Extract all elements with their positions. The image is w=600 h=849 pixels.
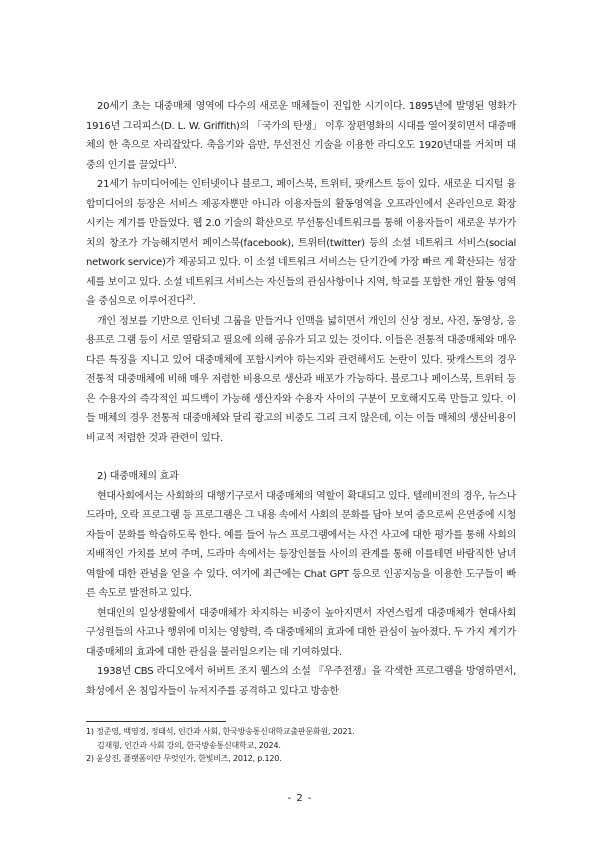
body-text: [86, 97, 516, 701]
paragraph-war-of-worlds: 1938년 CBS 라디오에서 허버트 조지 웰스의 소설 『우주전쟁』을 각색한 프로그램을 방영하면서, 화성에서 온 침입자들이 뉴저지주를 공격하고 있다고 방송한: [86, 666, 516, 697]
paragraph-personal-info: 개인 정보를 기반으로 인터넷 그룹을 만들거나 인맥을 넓히면서 개인의 신상 정보, 사진, 동영상, 응용프로 그램 등이 서로 열람되고 필요에 의해 공유가 되고 있는 것이다. 이들은 전통적 대중매체와 매우 다른 특징을 지니고 있어 대중매체에 포함시켜야 하는지와 관련해서도 논란이 있다. 팟캐스트의 경우 전통적 대중매체에 비해 매우 저렴한 비용으로 생산과 배포가 가능하다. 블로그나 페이스북, 트위터 등은 수용자의 즉각적인 피드백이 가능해 생산자와 수용자 사이의 구분이 모호해지도록 만들고 있다. 이들 매체의 경우 전통적 대중매체와 달리 광고의 비중도 그리 크지 않은데, 이는 이들 매체의 생산비용이 비교적 저렴한 것과 관련이 있다.: [86, 315, 516, 444]
section-heading: 2) 대중매체의 효과: [97, 471, 179, 482]
footnote-1-mark: 1): [86, 727, 94, 736]
paragraph-media-effects: 현대인의 일상생활에서 대중매체가 차지하는 비중이 높아지면서 자연스럽게 대중매체가 현대사회 구성원들의 사고나 행위에 미치는 영향력, 즉 대중매체의 효과에 대한 관심이 높아졌다. 두 가지 계기가 대중매체의 효과에 대한 관심을 불러일으키는 데 기여하였다.: [86, 607, 516, 658]
footnote-2: [86, 752, 516, 766]
paragraph-new-media-text: 21세기 뉴미디어에는 인터넷이나 블로그, 페이스북, 트위터, 팟캐스트 등이 있다. 새로운 디지털 융합미디어의 등장은 서비스 제공자뿐만 아니라 이용자들의 활동영역을 오프라인에서 온라인으로 확장시키는 계기를 만들었다. 웹 2.0 기술의 확산으로 무선통신네트워크를 통해 이용자들이 새로운 부가가치의 창조가 가능해지면서 페이스북(facebook), 트위터(twitter) 등의 소셜 네트워크 서비스(social network service)가 제공되고 있다. 이 소셜 네트워크 서비스는 단기간에 가장 빠르 게 확산되는 성장세를 보이고 있다. 소셜 네트워크 서비스는 자신들의 관심사항이나 지역, 학교를 포함한 개인 활동 영역을 중심으로 이루어진다: [86, 179, 516, 307]
footnote-2-text: 윤상진, 플랫폼이란 무엇인가, 한빛비즈, 2012, p.120.: [96, 754, 282, 763]
footnote-ref-1[interactable]: 1): [167, 157, 174, 166]
footnote-divider: [86, 721, 226, 722]
footnote-1-continued: [86, 739, 516, 753]
footnote-1-continued-text: 김재형, 인간과 사회 강의, 한국방송통신대학교, 2024.: [97, 740, 281, 750]
page-number: - 2 -: [287, 793, 313, 804]
paragraph-socialization: 현대사회에서는 사회화의 대행기구로서 대중매체의 역할이 확대되고 있다. 텔레비전의 경우, 뉴스나 드라마, 오락 프로그램 등 프로그램은 그 내용 속에서 사회의 문화를 담아 보여 줌으로써 은연중에 시청자들이 문화를 학습하도록 한다. 예를 들어 뉴스 프로그램에서는 사건 사고에 대한 평가를 통해 사회의 지배적인 가치를 보여 주며, 드라마 속에서는 등장인물들 사이의 관계를 통해 이를테면 바람직한 남녀 역할에 대한 관념을 얻을 수 있다. 여기에 최근에는 Chat GPT 등으로 인공지능을 이용한 도구들이 빠른 속도로 발전하고 있다.: [86, 490, 516, 599]
paragraph-intro-text: 20세기 초는 대중매체 영역에 다수의 새로운 매체들이 진입한 시기이다. 1895년에 발명된 영화가 1916년 그리피스(D. L. W. Griffith)의 「국가의 탄생」 이후 장편영화의 시대를 열어젖히면서 대중매체의 한 축으로 자리잡았다. 축음기와 음반, 무선전신 기술을 이용한 라디오도 1920년대를 거치며 대중의 인기를 끌었다: [86, 101, 516, 171]
footnotes: [86, 725, 516, 766]
section-gap: [86, 448, 516, 467]
paragraph-new-media: 21세기 뉴미디어에는 인터넷이나 블로그, 페이스북, 트위터, 팟캐스트 등이 있다. 새로운 디지털 융합미디어의 등장은 서비스 제공자뿐만 아니라 이용자들의 활동영역을 오프라인에서 온라인으로 확장시키는 계기를 만들었다. 웹 2.0 기술의 확산으로 무선통신네트워크를 통해 이용자들이 새로운 부가가치의 창조가 가능해지면서 페이스북(facebook), 트위터(twitter) 등의 소셜 네트워크 서비스(social network service)가 제공되고 있다. 이 소셜 네트워크 서비스는 단기간에 가장 빠르 게 확산되는 성장세를 보이고 있다. 소셜 네트워크 서비스는 자신들의 관심사항이나 지역, 학교를 포함한 개인 활동 영역을 중심으로 이루어진다$^{2)}$.: [86, 179, 516, 307]
paragraph-intro: 20세기 초는 대중매체 영역에 다수의 새로운 매체들이 진입한 시기이다. 1895년에 발명된 영화가 1916년 그리피스(D. L. W. Griffith)의 「국가의 탄생」 이후 장편영화의 시대를 열어젖히면서 대중매체의 한 축으로 자리잡았다. 축음기와 음반, 무선전신 기술을 이용한 라디오도 1920년대를 거치며 대중의 인기를 끌었다$^{1)}$.: [86, 101, 516, 171]
footnote-1-text: 정준영, 백영경, 정태석, 인간과 사회, 한국방송통신대학교출판문화원, 2021.: [96, 727, 355, 736]
footnote-2-mark: 2): [86, 754, 94, 763]
footnote-1: [86, 725, 516, 739]
footnote-ref-2[interactable]: 2): [185, 293, 193, 302]
